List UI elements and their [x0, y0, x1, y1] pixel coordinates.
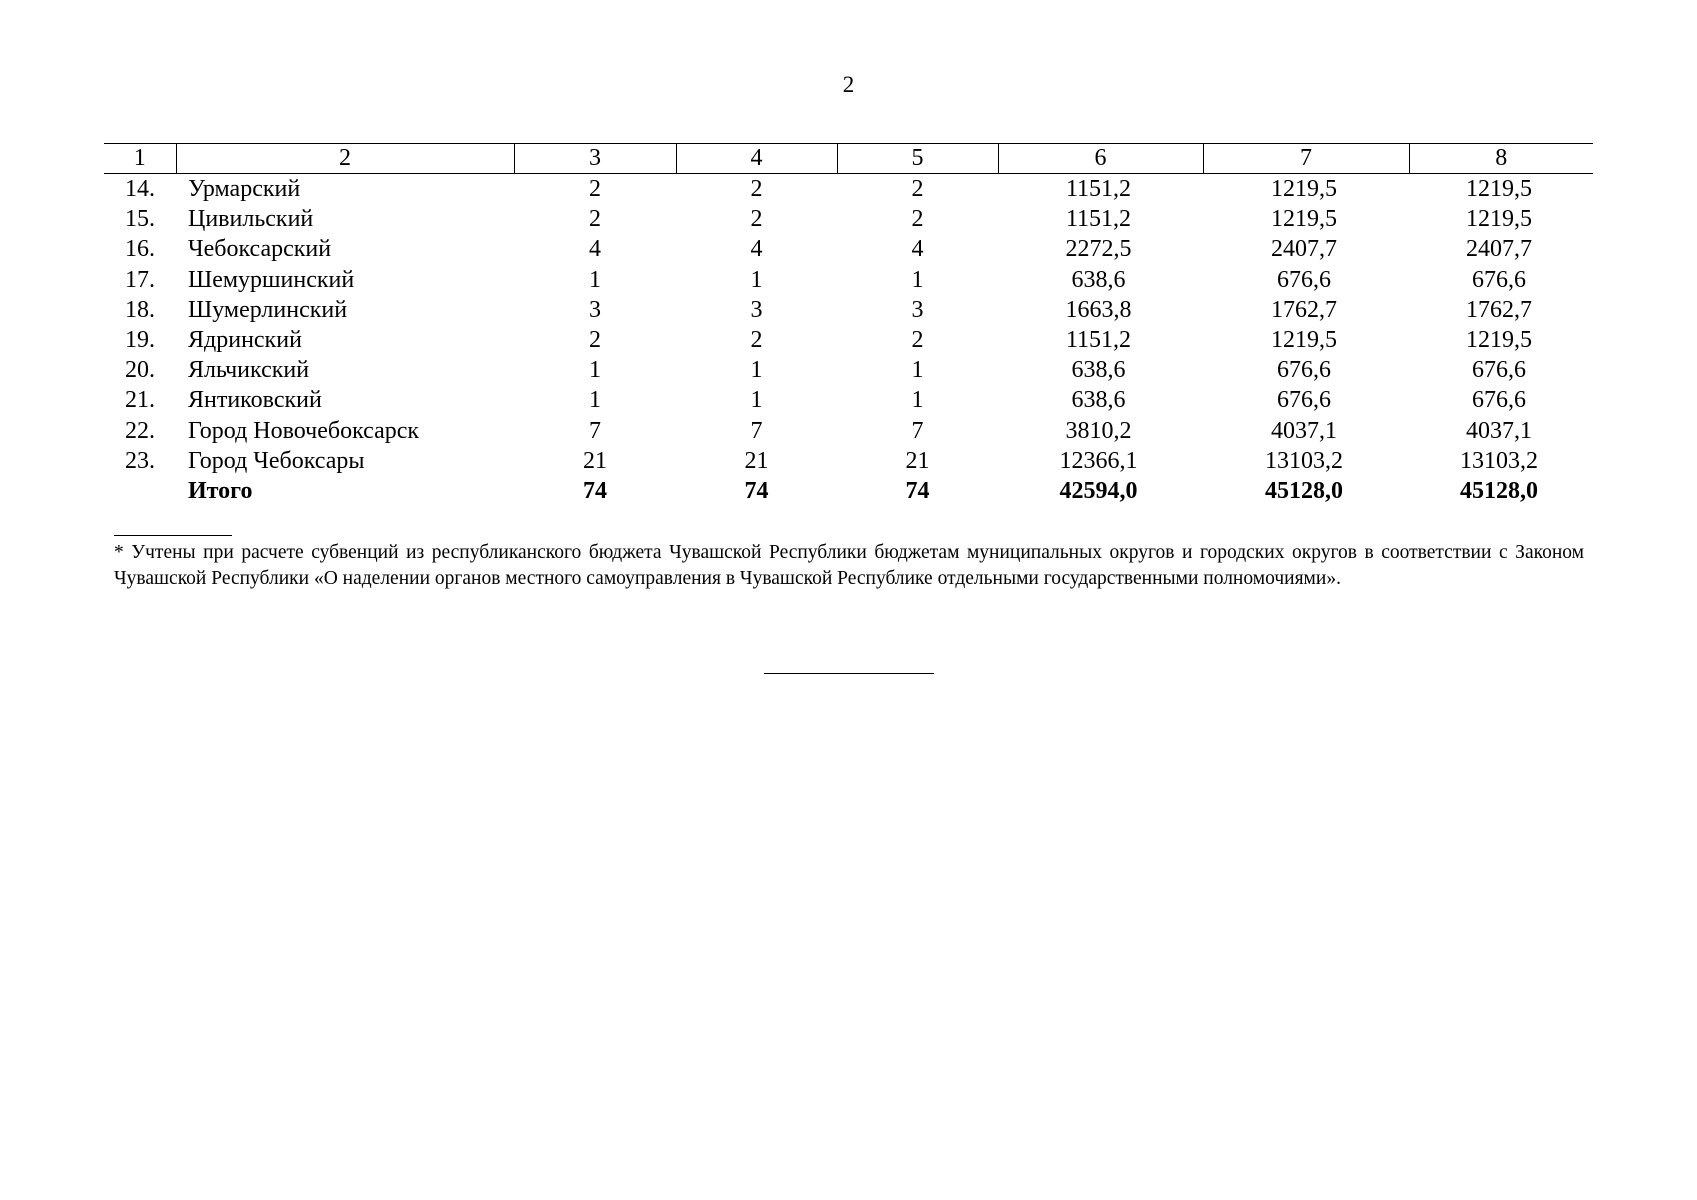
value-cell: 4 — [750, 236, 763, 263]
value-cell: 1151,2 — [1065, 206, 1132, 233]
value-cell: 2 — [750, 327, 763, 354]
total-value-cell: 74 — [905, 477, 930, 504]
value-cell: 676,6 — [1277, 357, 1331, 384]
row-number: 19. — [125, 327, 155, 354]
page-number: 2 — [842, 72, 855, 97]
table-row — [104, 265, 1593, 295]
value-cell: 1219,5 — [1271, 206, 1337, 233]
value-cell: 638,6 — [1071, 357, 1126, 384]
total-value-cell: 74 — [744, 477, 769, 504]
total-value-cell: 45128,0 — [1265, 477, 1343, 504]
table-row — [104, 325, 1593, 355]
value-cell: 1762,7 — [1466, 296, 1532, 323]
value-cell: 3 — [750, 296, 763, 323]
total-row — [104, 476, 1593, 506]
value-cell: 1 — [911, 266, 924, 293]
value-cell: 1762,7 — [1271, 296, 1337, 323]
value-cell: 3 — [911, 296, 924, 323]
value-cell: 2 — [589, 176, 601, 203]
value-cell: 1219,5 — [1271, 176, 1337, 203]
row-number — [104, 476, 176, 506]
value-cell: 7 — [750, 417, 763, 444]
value-cell: 2272,5 — [1065, 236, 1132, 263]
district-name: Янтиковский — [188, 387, 322, 414]
table-row — [104, 204, 1593, 234]
table-header — [104, 144, 1593, 174]
total-value-cell: 42594,0 — [1059, 477, 1138, 504]
value-cell: 1219,5 — [1466, 206, 1532, 233]
footnote-divider — [114, 535, 232, 536]
table-row — [104, 416, 1593, 446]
value-cell: 1151,2 — [1065, 327, 1132, 354]
district-name: Город Чебоксары — [188, 447, 365, 474]
row-number: 22. — [125, 417, 155, 444]
value-cell: 4037,1 — [1466, 417, 1532, 444]
table-body — [104, 174, 1593, 507]
district-name: Шемуршинский — [188, 266, 355, 293]
table-row — [104, 385, 1593, 415]
header-cell: 6 — [998, 144, 1203, 174]
table-row — [104, 446, 1593, 476]
value-cell: 2 — [589, 206, 601, 233]
value-cell: 2 — [750, 206, 763, 233]
value-cell: 676,6 — [1277, 266, 1331, 293]
value-cell: 7 — [911, 417, 924, 444]
value-cell: 1 — [589, 357, 601, 384]
value-cell: 21 — [583, 447, 607, 474]
document-end-divider — [764, 673, 934, 674]
district-name: Ядринский — [188, 327, 302, 354]
value-cell: 12366,1 — [1059, 447, 1138, 474]
value-cell: 13103,2 — [1460, 447, 1538, 474]
value-cell: 676,6 — [1472, 357, 1526, 384]
value-cell: 2407,7 — [1271, 236, 1337, 263]
value-cell: 21 — [744, 447, 769, 474]
header-cell: 3 — [514, 144, 676, 174]
header-cell: 5 — [837, 144, 998, 174]
value-cell: 1151,2 — [1065, 176, 1132, 203]
value-cell: 676,6 — [1472, 387, 1526, 414]
table-row — [104, 234, 1593, 264]
value-cell: 638,6 — [1071, 266, 1126, 293]
subvention-table — [104, 143, 1593, 506]
value-cell: 2407,7 — [1466, 236, 1532, 263]
value-cell: 1 — [589, 266, 601, 293]
district-name: Город Новочебоксарск — [188, 417, 420, 444]
value-cell: 676,6 — [1472, 266, 1526, 293]
header-cell: 2 — [176, 144, 514, 174]
total-label: Итого — [188, 477, 253, 504]
row-number: 17. — [125, 266, 155, 293]
district-name: Цивильский — [188, 206, 314, 233]
row-number: 20. — [125, 357, 155, 384]
row-number: 14. — [125, 176, 155, 203]
header-cell: 8 — [1409, 144, 1593, 174]
value-cell: 1 — [750, 387, 763, 414]
table-row — [104, 174, 1593, 205]
row-number: 21. — [125, 387, 155, 414]
total-value-cell: 74 — [583, 477, 607, 504]
total-value-cell: 45128,0 — [1460, 477, 1538, 504]
row-number: 16. — [125, 236, 155, 263]
value-cell: 2 — [911, 327, 924, 354]
value-cell: 1 — [589, 387, 601, 414]
row-number: 18. — [125, 296, 155, 323]
value-cell: 3 — [589, 296, 601, 323]
value-cell: 21 — [905, 447, 930, 474]
header-cell: 4 — [676, 144, 837, 174]
value-cell: 2 — [911, 176, 924, 203]
value-cell: 4 — [589, 236, 601, 263]
table-row — [104, 295, 1593, 325]
value-cell: 1219,5 — [1466, 176, 1532, 203]
value-cell: 13103,2 — [1265, 447, 1343, 474]
district-name: Урмарский — [188, 176, 301, 203]
value-cell: 1 — [911, 387, 924, 414]
value-cell: 1663,8 — [1065, 296, 1132, 323]
value-cell: 1 — [911, 357, 924, 384]
value-cell: 3810,2 — [1065, 417, 1132, 444]
value-cell: 2 — [589, 327, 601, 354]
header-cell: 1 — [104, 144, 176, 174]
row-number: 15. — [125, 206, 155, 233]
value-cell: 638,6 — [1071, 387, 1126, 414]
value-cell: 1219,5 — [1271, 327, 1337, 354]
value-cell: 4 — [911, 236, 924, 263]
district-name: Яльчикский — [188, 357, 310, 384]
value-cell: 676,6 — [1277, 387, 1331, 414]
value-cell: 2 — [911, 206, 924, 233]
value-cell: 4037,1 — [1271, 417, 1337, 444]
header-cell: 7 — [1203, 144, 1409, 174]
value-cell: 7 — [589, 417, 601, 444]
row-number: 23. — [125, 447, 155, 474]
header-row — [104, 144, 1593, 174]
value-cell: 1219,5 — [1466, 327, 1532, 354]
value-cell: 1 — [750, 357, 763, 384]
table-row — [104, 355, 1593, 385]
footnote-text: * Учтены при расчете субвенций из республиканского бюджета Чувашской Республики бюджетам муниципальных округов и городских округов в соответствии с Законом Чувашской Республики «О наделении органов местного самоуправления в Чувашской Республике отдельными государственными полномочиями». — [114, 542, 1584, 589]
district-name: Чебоксарский — [188, 236, 332, 263]
value-cell: 2 — [750, 176, 763, 203]
district-name: Шумерлинский — [188, 296, 348, 323]
value-cell: 1 — [750, 266, 763, 293]
